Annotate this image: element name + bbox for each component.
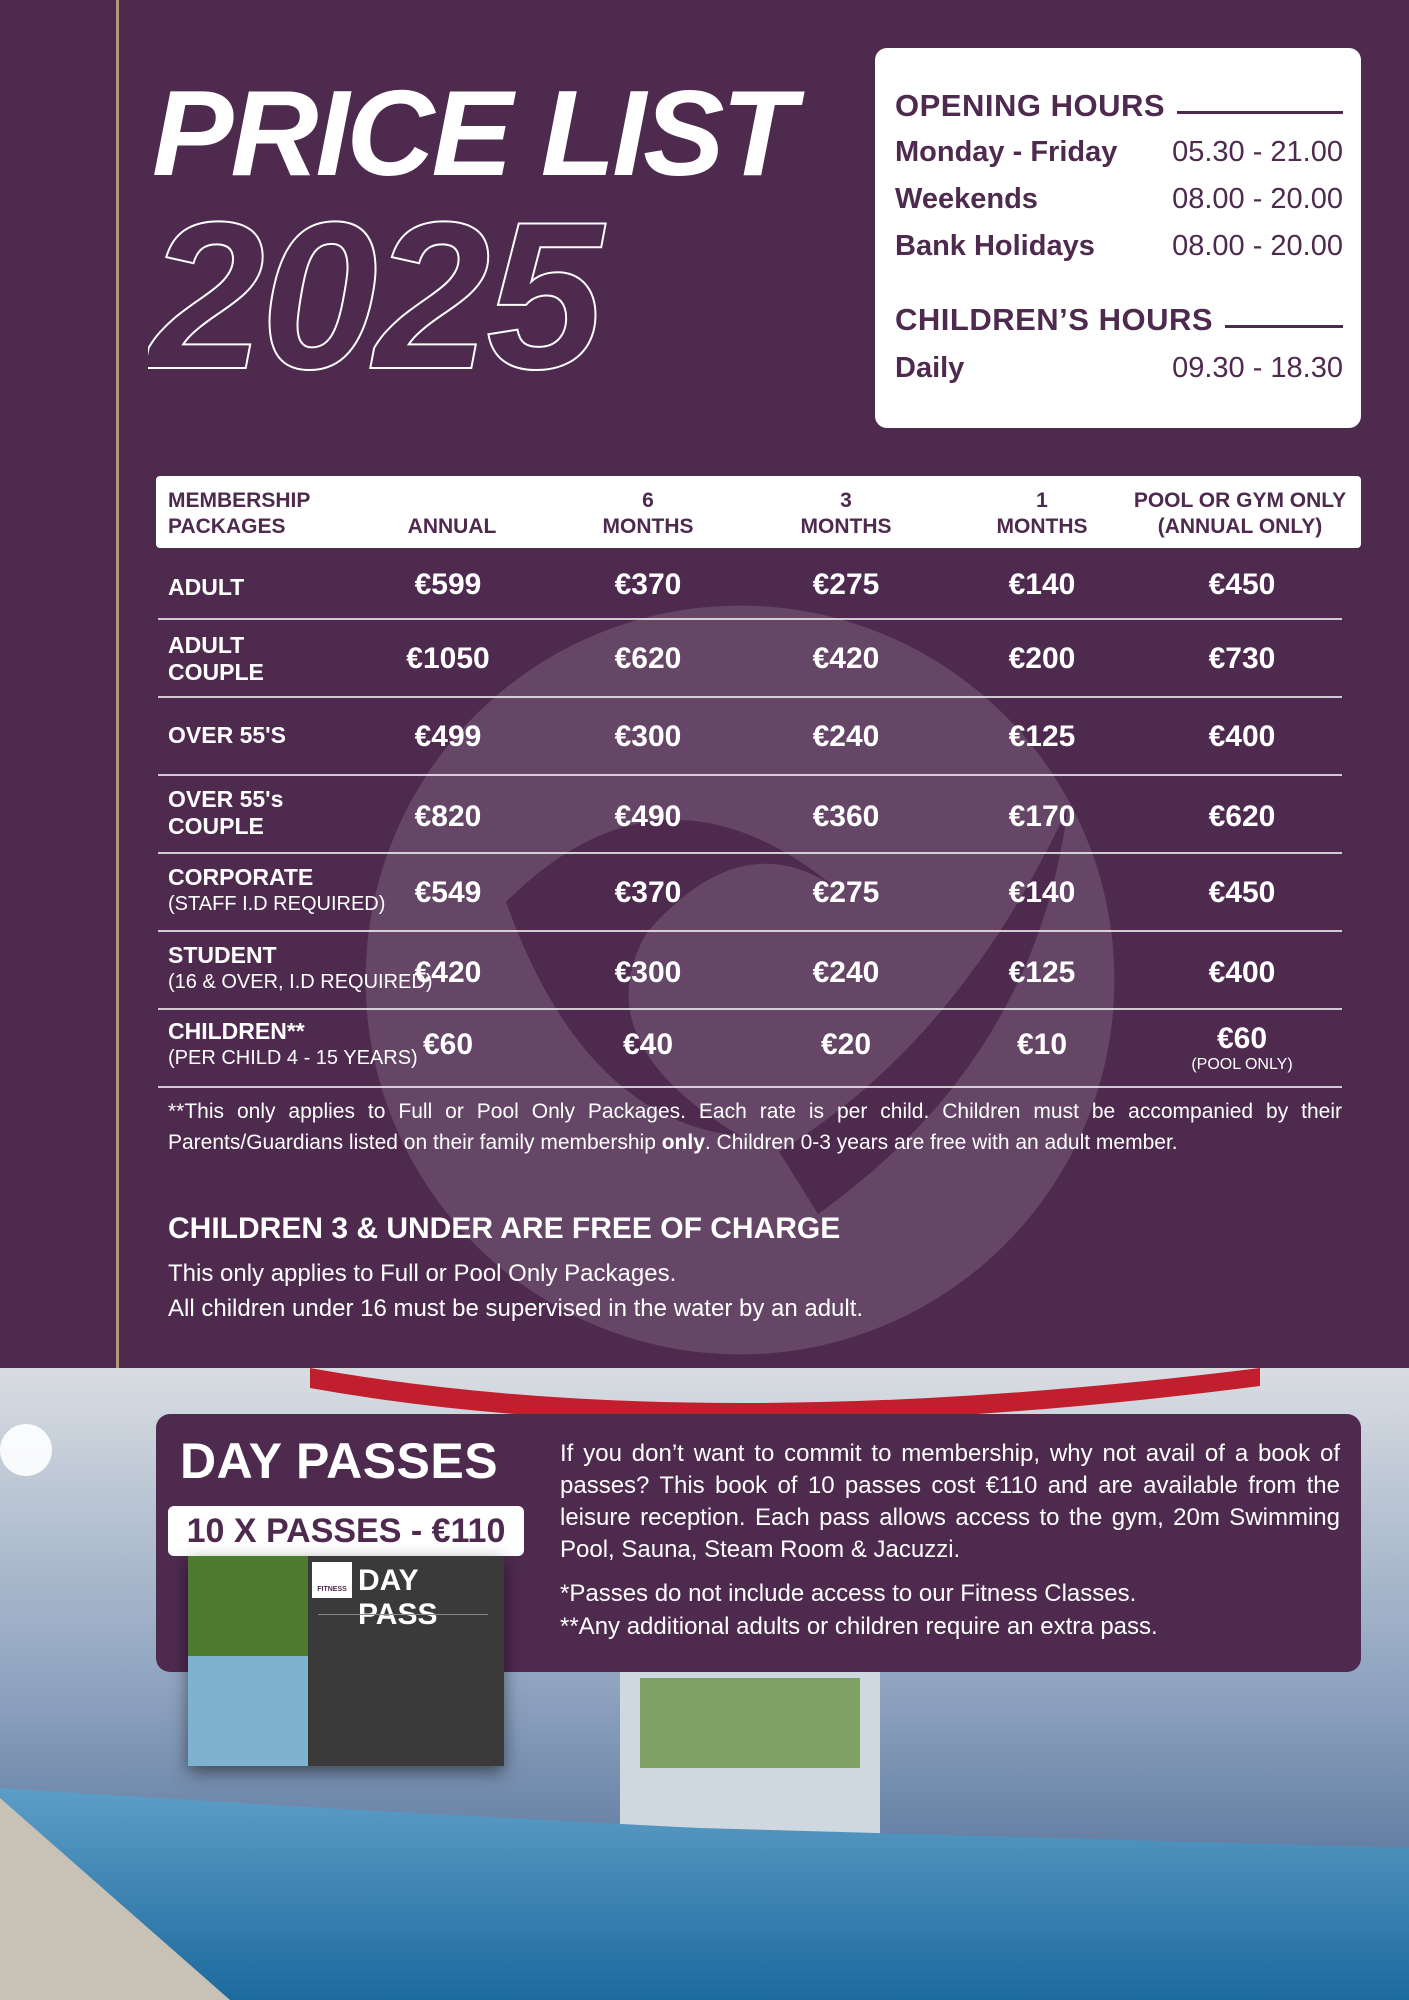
row-label-main: CHILDREN**	[168, 1018, 305, 1044]
hours-day: Weekends	[895, 183, 1038, 215]
price-pool-or-gym: €620	[1208, 800, 1276, 833]
hours-row	[895, 183, 1343, 216]
table-row	[158, 698, 1342, 776]
footnote-bold: only	[661, 1131, 705, 1154]
price-pool-or-gym: €400	[1208, 956, 1276, 989]
children-footnote	[168, 1096, 1342, 1158]
card-photo-swimmer	[188, 1656, 308, 1766]
header-line: MEMBERSHIP	[168, 489, 311, 512]
table-row	[158, 620, 1342, 698]
passes-price-badge: 10 X PASSES - €110	[168, 1506, 524, 1556]
year-text: 2025	[148, 190, 600, 390]
header-3-months	[766, 488, 926, 540]
hours-day: Daily	[895, 352, 965, 384]
price-1-months: €140	[1008, 876, 1076, 909]
price-pool-or-gym: €450	[1208, 568, 1276, 601]
card-photo-gym	[188, 1556, 308, 1656]
price-annual: €599	[414, 568, 482, 601]
header-line: MONTHS	[800, 515, 892, 538]
heading-rule	[1177, 111, 1343, 114]
opening-hours-heading	[895, 88, 1343, 124]
pool-only-note: (POOL ONLY)	[1191, 1056, 1293, 1073]
price-3-months: €275	[812, 876, 880, 909]
table-row	[158, 776, 1342, 854]
header-line: POOL OR GYM ONLY	[1133, 489, 1347, 512]
header-1-months	[962, 488, 1122, 540]
price-1-months: €140	[1008, 568, 1076, 601]
price-6-months: €40	[622, 1028, 674, 1061]
header-line: PACKAGES	[168, 515, 286, 538]
row-label-main: CORPORATE	[168, 864, 314, 890]
header-line: 1	[1036, 489, 1048, 512]
price-6-months: €300	[614, 956, 682, 989]
price-annual: €1050	[406, 642, 490, 675]
page-title: PRICE LIST	[152, 65, 794, 201]
header-line: MONTHS	[996, 515, 1088, 538]
row-label: OVER 55's COUPLE	[168, 786, 284, 839]
price-6-months: €300	[614, 720, 682, 753]
price-1-months: €200	[1008, 642, 1076, 675]
table-row	[158, 1010, 1342, 1088]
price-6-months: €370	[614, 876, 682, 909]
header-annual	[372, 514, 532, 540]
row-label-main: STUDENT	[168, 942, 277, 968]
membership-table-header	[156, 476, 1361, 548]
row-label-sub: (STAFF I.D REQUIRED)	[168, 893, 386, 915]
header-6-months	[568, 488, 728, 540]
card-terms-area	[318, 1614, 488, 1725]
table-row	[158, 932, 1342, 1010]
header-line: 6	[642, 489, 654, 512]
table-row	[158, 854, 1342, 932]
price-1-months: €125	[1008, 956, 1076, 989]
hours-row	[895, 136, 1343, 169]
header-line: 3	[840, 489, 852, 512]
price-annual: €820	[414, 800, 482, 833]
header-line: (ANNUAL ONLY)	[1157, 515, 1323, 538]
card-title: DAY PASS	[358, 1564, 438, 1631]
row-label: ADULT COUPLE	[168, 632, 264, 685]
price-6-months: €490	[614, 800, 682, 833]
hours-day: Monday - Friday	[895, 136, 1118, 168]
price-3-months: €420	[812, 642, 880, 675]
free-note-line: This only applies to Full or Pool Only Packages.	[168, 1260, 677, 1287]
row-label: ADULT	[168, 574, 245, 600]
day-pass-card-image	[188, 1556, 504, 1766]
childrens-hours-heading-text: CHILDREN’S HOURS	[895, 302, 1214, 337]
opening-hours-card	[875, 48, 1361, 428]
price-annual: €420	[414, 956, 482, 989]
price-1-months: €125	[1008, 720, 1076, 753]
hours-row	[895, 230, 1343, 263]
heading-rule	[1225, 325, 1343, 328]
price-1-months: €10	[1016, 1028, 1068, 1061]
header-packages	[168, 488, 310, 540]
hours-time: 08.00 - 20.00	[1172, 183, 1343, 215]
day-passes-description: If you don’t want to commit to membership, why not avail of a book of passes? This book of 10 passes cost €110 and are available from the leisure reception. Each pass allows access to the gym, 20m Swimming Pool, Sauna, Steam Room & Jacuzzi.	[560, 1440, 1340, 1563]
row-label-sub: (PER CHILD 4 - 15 YEARS)	[168, 1047, 418, 1069]
free-under-3-heading: CHILDREN 3 & UNDER ARE FREE OF CHARGE	[168, 1212, 841, 1245]
hours-time: 08.00 - 20.00	[1172, 230, 1343, 262]
price-annual: €549	[414, 876, 482, 909]
price-3-months: €20	[820, 1028, 872, 1061]
year-outline-title	[148, 190, 748, 390]
price-pool-or-gym: €400	[1208, 720, 1276, 753]
hours-time: 09.30 - 18.30	[1172, 352, 1343, 384]
hours-row	[895, 352, 1343, 385]
price-3-months: €275	[812, 568, 880, 601]
card-brand-text: FITNESS	[317, 1586, 347, 1593]
price-pool-or-gym: €60	[1216, 1022, 1268, 1055]
table-row	[158, 552, 1342, 620]
free-note-line: All children under 16 must be supervised in the water by an adult.	[168, 1295, 864, 1322]
day-passes-heading: DAY PASSES	[180, 1433, 499, 1489]
row-label: OVER 55'S	[168, 722, 286, 748]
opening-hours-heading-text: OPENING HOURS	[895, 88, 1166, 123]
day-passes-note: *Passes do not include access to our Fitness Classes.	[560, 1580, 1137, 1607]
price-3-months: €360	[812, 800, 880, 833]
price-3-months: €240	[812, 720, 880, 753]
price-annual: €499	[414, 720, 482, 753]
card-brand-logo	[312, 1562, 352, 1598]
price-6-months: €370	[614, 568, 682, 601]
childrens-hours-heading	[895, 302, 1343, 338]
day-passes-note: **Any additional adults or children require an extra pass.	[560, 1613, 1158, 1640]
header-pool-or-gym	[1122, 488, 1358, 540]
header-line: MONTHS	[602, 515, 694, 538]
footnote-text-end: . Children 0-3 years are free with an adult member.	[704, 1131, 1178, 1154]
hours-day: Bank Holidays	[895, 230, 1095, 262]
header-line: ANNUAL	[407, 515, 497, 538]
price-1-months: €170	[1008, 800, 1076, 833]
price-3-months: €240	[812, 956, 880, 989]
price-pool-or-gym: €450	[1208, 876, 1276, 909]
hours-time: 05.30 - 21.00	[1172, 136, 1343, 168]
row-label-sub: (16 & OVER, I.D REQUIRED)	[168, 971, 433, 993]
price-6-months: €620	[614, 642, 682, 675]
price-annual: €60	[422, 1028, 474, 1061]
price-pool-or-gym: €730	[1208, 642, 1276, 675]
row-label	[168, 864, 385, 918]
footnote-text: **This only applies to Full or Pool Only Packages. Each rate is per child. Children must be accompanied by their Parents/Guardians listed on their family membership	[168, 1100, 1342, 1154]
